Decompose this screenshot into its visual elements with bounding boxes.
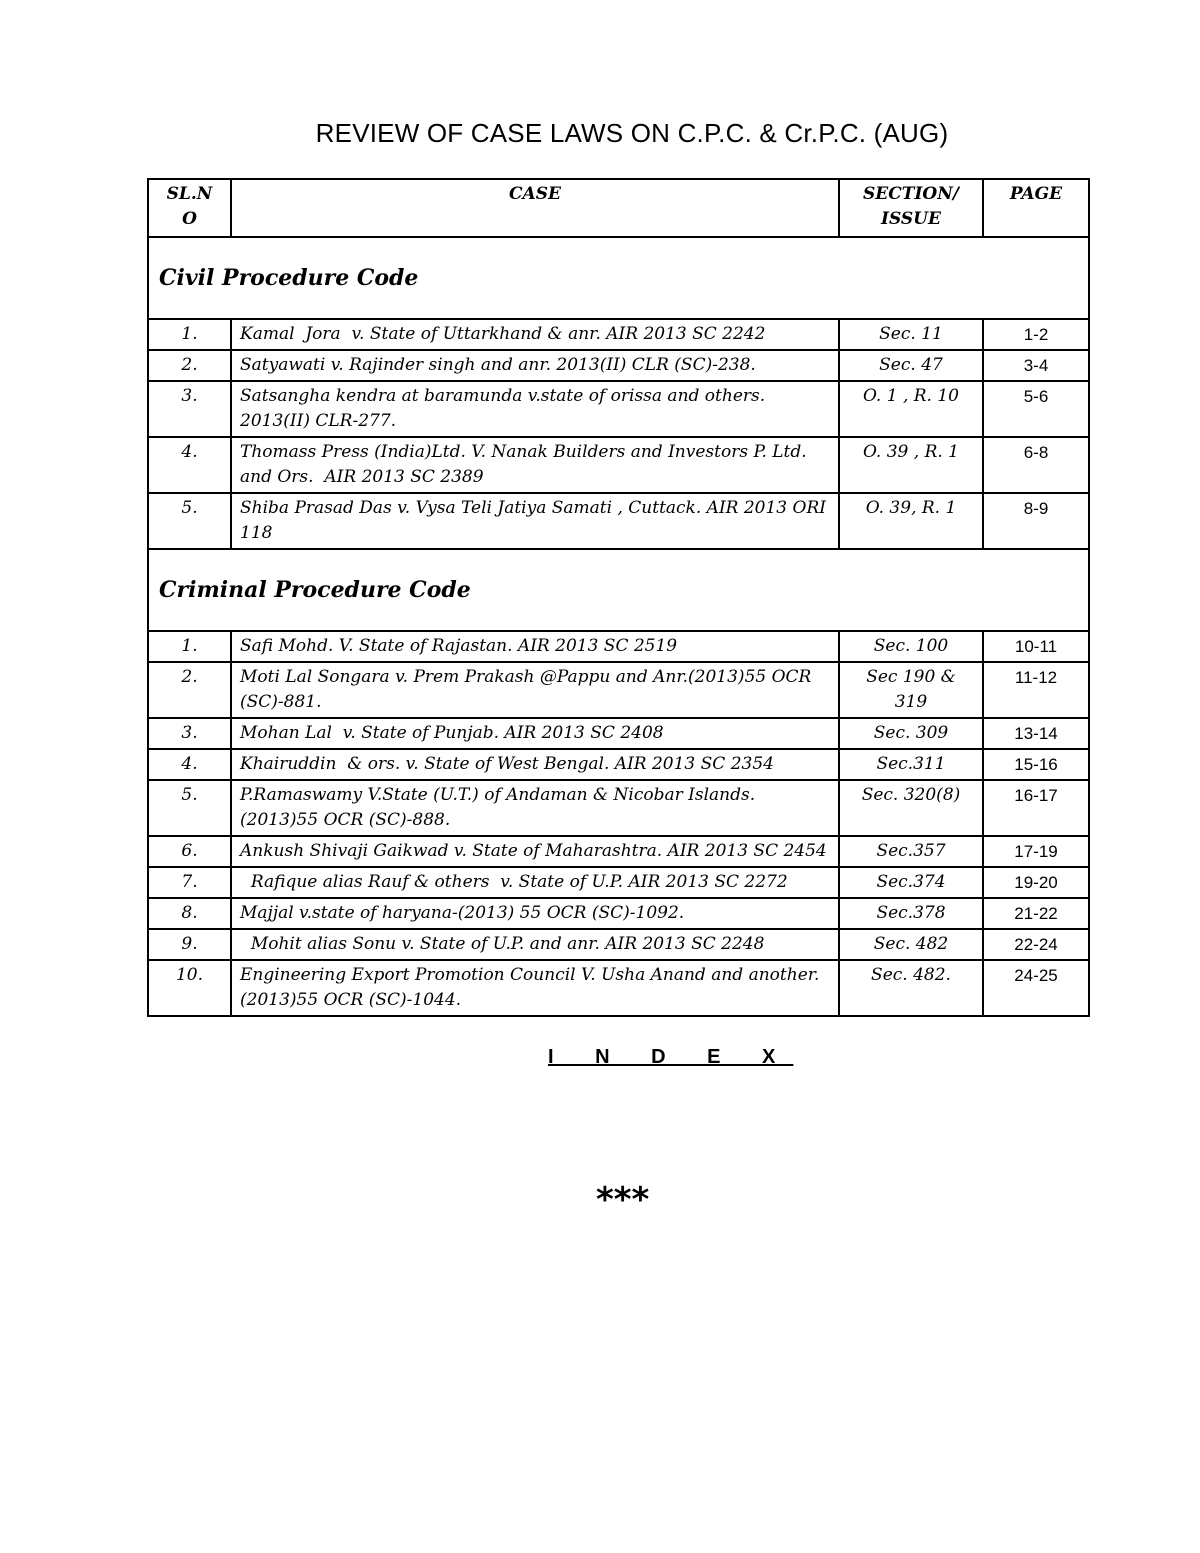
cell-section: Sec. 47 — [839, 350, 983, 381]
cell-page: 21-22 — [983, 898, 1089, 929]
cell-section: Sec. 482 — [839, 929, 983, 960]
cell-slno: 4. — [148, 749, 231, 780]
table-row — [148, 718, 1089, 749]
cell-case: Kamal Jora v. State of Uttarkhand & anr. AIR 2013 SC 2242 — [231, 319, 839, 350]
cell-slno: 9. — [148, 929, 231, 960]
table-row — [148, 319, 1089, 350]
cell-section: O. 39 , R. 1 — [839, 437, 983, 493]
table-row — [148, 960, 1089, 1016]
table-row — [148, 749, 1089, 780]
cell-case: Ankush Shivaji Gaikwad v. State of Maharashtra. AIR 2013 SC 2454 — [231, 836, 839, 867]
cell-section: O. 1 , R. 10 — [839, 381, 983, 437]
cell-page: 13-14 — [983, 718, 1089, 749]
cell-section: Sec.374 — [839, 867, 983, 898]
table-row — [148, 780, 1089, 836]
cell-page: 5-6 — [983, 381, 1089, 437]
cell-case: Shiba Prasad Das v. Vysa Teli Jatiya Samati , Cuttack. AIR 2013 ORI 118 — [231, 493, 839, 549]
table-row — [148, 662, 1089, 718]
cell-case: Khairuddin & ors. v. State of West Bengal. AIR 2013 SC 2354 — [231, 749, 839, 780]
cell-section: Sec. 320(8) — [839, 780, 983, 836]
cell-section: Sec. 309 — [839, 718, 983, 749]
cell-page: 24-25 — [983, 960, 1089, 1016]
cell-slno: 10. — [148, 960, 231, 1016]
page-title: REVIEW OF CASE LAWS ON C.P.C. & Cr.P.C. (AUG) — [315, 118, 949, 148]
cell-case: Moti Lal Songara v. Prem Prakash @Pappu and Anr.(2013)55 OCR (SC)-881. — [231, 662, 839, 718]
cell-case: Thomass Press (India)Ltd. V. Nanak Builders and Investors P. Ltd. and Ors. AIR 2013 SC 2389 — [231, 437, 839, 493]
cell-section: Sec.311 — [839, 749, 983, 780]
case-index-table — [147, 178, 1090, 1017]
criminal-section-heading-row — [148, 549, 1089, 631]
cell-section: Sec.378 — [839, 898, 983, 929]
cell-slno: 3. — [148, 381, 231, 437]
cell-section: Sec. 100 — [839, 631, 983, 662]
table-row — [148, 493, 1089, 549]
section-heading: Civil Procedure Code — [148, 237, 1089, 319]
cell-page: 22-24 — [983, 929, 1089, 960]
cell-page: 15-16 — [983, 749, 1089, 780]
cell-section: Sec 190 & 319 — [839, 662, 983, 718]
cell-case: Mohan Lal v. State of Punjab. AIR 2013 SC 2408 — [231, 718, 839, 749]
cell-case: Engineering Export Promotion Council V. Usha Anand and another. (2013)55 OCR (SC)-1044. — [231, 960, 839, 1016]
cell-slno: 5. — [148, 780, 231, 836]
cell-case: Satyawati v. Rajinder singh and anr. 2013(II) CLR (SC)-238. — [231, 350, 839, 381]
cell-slno: 5. — [148, 493, 231, 549]
table-row — [148, 898, 1089, 929]
cell-case: Mohit alias Sonu v. State of U.P. and anr. AIR 2013 SC 2248 — [231, 929, 839, 960]
header-case: CASE — [231, 179, 839, 237]
header-slno: SL.N O — [148, 179, 231, 237]
civil-section-heading-row — [148, 237, 1089, 319]
cell-page: 19-20 — [983, 867, 1089, 898]
cell-page: 16-17 — [983, 780, 1089, 836]
cell-slno: 2. — [148, 662, 231, 718]
cell-slno: 6. — [148, 836, 231, 867]
cell-slno: 1. — [148, 631, 231, 662]
cell-page: 10-11 — [983, 631, 1089, 662]
cell-case: P.Ramaswamy V.State (U.T.) of Andaman & Nicobar Islands. (2013)55 OCR (SC)-888. — [231, 780, 839, 836]
table-header-row — [148, 179, 1089, 237]
table-row — [148, 350, 1089, 381]
cell-case: Satsangha kendra at baramunda v.state of orissa and others. 2013(II) CLR-277. — [231, 381, 839, 437]
cell-section: Sec. 11 — [839, 319, 983, 350]
cell-case: Majjal v.state of haryana-(2013) 55 OCR (SC)-1092. — [231, 898, 839, 929]
cell-page: 3-4 — [983, 350, 1089, 381]
cell-section: Sec. 482. — [839, 960, 983, 1016]
header-page: PAGE — [983, 179, 1089, 237]
table-row — [148, 836, 1089, 867]
cell-slno: 3. — [148, 718, 231, 749]
cell-slno: 8. — [148, 898, 231, 929]
index-label: I N D E X — [548, 1046, 794, 1068]
cell-slno: 1. — [148, 319, 231, 350]
cell-case: Safi Mohd. V. State of Rajastan. AIR 2013 SC 2519 — [231, 631, 839, 662]
header-section: SECTION/ ISSUE — [839, 179, 983, 237]
cell-page: 8-9 — [983, 493, 1089, 549]
cell-slno: 7. — [148, 867, 231, 898]
cell-slno: 2. — [148, 350, 231, 381]
cell-case: Rafique alias Rauf & others v. State of U.P. AIR 2013 SC 2272 — [231, 867, 839, 898]
section-heading: Criminal Procedure Code — [148, 549, 1089, 631]
table-row — [148, 867, 1089, 898]
cell-page: 6-8 — [983, 437, 1089, 493]
cell-section: O. 39, R. 1 — [839, 493, 983, 549]
table-row — [148, 631, 1089, 662]
closing-mark: *** — [596, 1180, 650, 1220]
cell-page: 17-19 — [983, 836, 1089, 867]
table-row — [148, 929, 1089, 960]
cell-page: 11-12 — [983, 662, 1089, 718]
cell-page: 1-2 — [983, 319, 1089, 350]
table-row — [148, 381, 1089, 437]
cell-section: Sec.357 — [839, 836, 983, 867]
table-row — [148, 437, 1089, 493]
cell-slno: 4. — [148, 437, 231, 493]
